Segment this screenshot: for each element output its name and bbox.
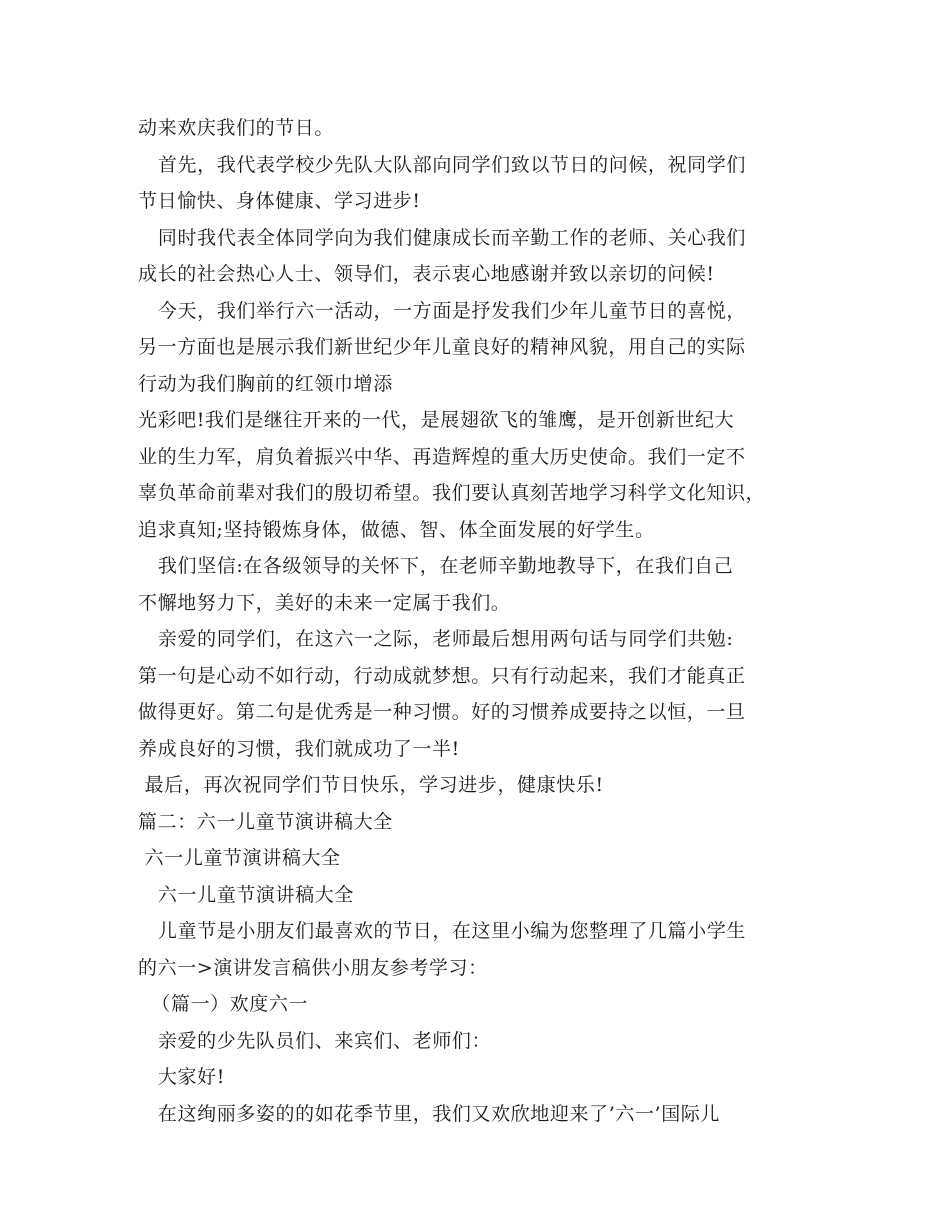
document-body [138,110,828,1132]
text-line: 做得更好。第二句是优秀是一种习惯。好的习惯养成要持之以恒，一旦 [138,701,746,723]
text-line: 大家好! [138,1066,225,1088]
text-line: 同时我代表全体同学向为我们健康成长而辛勤工作的老师、关心我们 [138,226,746,249]
text-line: 追求真知;坚持锻炼身体，做德、智、体全面发展的好学生。 [138,518,655,541]
text-line: 最后，再次祝同学们节日快乐，学习进步，健康快乐! [138,774,604,796]
text-line: 六一儿童节演讲稿大全 [138,847,341,869]
text-line: 成长的社会热心人士、领导们，表示衷心地感谢并致以亲切的问候! [138,263,715,285]
text-line: 光彩吧!我们是继往开来的一代，是展翅欲飞的雏鹰，是开创新世纪大 [138,409,735,431]
text-line: 在这绚丽多姿的的如花季节里，我们又欢欣地迎来了’六一’国际儿 [138,1102,720,1125]
text-line: 亲爱的同学们，在这六一之际，老师最后想用两句话与同学们共勉: [138,628,734,650]
text-line: 今天，我们举行六一活动，一方面是抒发我们少年儿童节日的喜悦， [138,299,746,322]
text-line: 另一方面也是展示我们新世纪少年儿童良好的精神风貌，用自己的实际 [138,336,746,358]
text-line: 行动为我们胸前的红领巾增添 [138,372,393,395]
section-heading: 篇二：六一儿童节演讲稿大全 [138,810,393,833]
text-line: （篇一）欢度六一 [138,993,309,1015]
text-line: 的六一>演讲发言稿供小朋友参考学习： [138,956,488,979]
text-line: 首先，我代表学校少先队大队部向同学们致以节日的问候，祝同学们 [138,153,746,176]
text-line: 六一儿童节演讲稿大全 [138,883,354,906]
text-line: 养成良好的习惯，我们就成功了一半! [138,737,460,760]
text-line: 儿童节是小朋友们最喜欢的节日，在这里小编为您整理了几篇小学生 [138,920,746,942]
text-line: 辜负革命前辈对我们的殷切希望。我们要认真刻苦地学习科学文化知识， [138,482,766,504]
text-line: 我们坚信:在各级领导的关怀下，在老师辛勤地教导下，在我们自己 [138,555,734,577]
text-line: 节日愉快、身体健康、学习进步! [138,190,421,212]
text-line: 第一句是心动不如行动，行动成就梦想。只有行动起来，我们才能真正 [138,664,746,687]
text-line: 动来欢庆我们的节日。 [138,117,335,139]
text-line: 不懈地努力下，美好的未来一定属于我们。 [138,591,511,614]
text-line: 业的生力军，肩负着振兴中华、再造辉煌的重大历史使命。我们一定不 [138,445,746,468]
text-line: 亲爱的少先队员们、来宾们、老师们： [138,1029,492,1052]
